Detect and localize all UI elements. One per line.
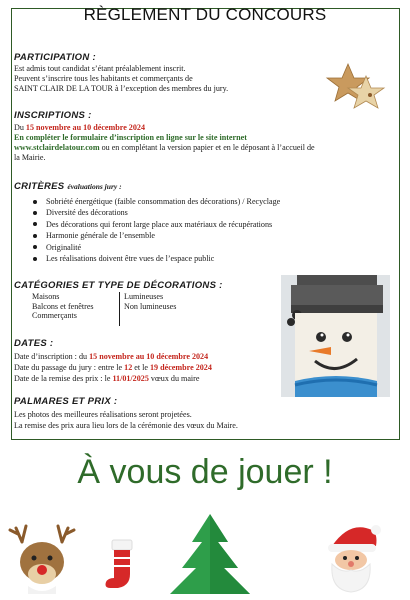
inscriptions-prefix: Du (14, 123, 26, 132)
criteres-subtitle: évaluations jury : (67, 182, 122, 191)
list-item: Sobriété énergétique (faible consommation des décorations) / Recyclage (46, 197, 281, 206)
categories-column-types (32, 292, 94, 321)
list-item: Harmonie générale de l’ensemble (46, 230, 280, 241)
inscriptions-line-3 (14, 143, 315, 153)
category-item: Maisons (32, 292, 60, 301)
santa-icon (320, 520, 382, 594)
inscriptions-line-2: En compléter le formulaire d’inscription en ligne sur le site internet (14, 133, 247, 142)
inscriptions-line-4: la Mairie. (14, 153, 46, 162)
categories-column-lighting (124, 292, 176, 311)
list-item: Originalité (46, 242, 280, 253)
category-item: Commerçants (32, 311, 77, 321)
dates-jury-day-1: 12 (124, 363, 133, 372)
palmares-line-2: La remise des prix aura lieu lors de la cérémonie des vœux du Maire. (14, 421, 238, 430)
participation-line-2: Peuvent s’inscrire tous les habitants et commerçants de (14, 74, 193, 83)
category-item: Non lumineuses (124, 301, 177, 311)
dates-jury-label: Date du passage du jury : entre le (14, 363, 125, 372)
criteres-title: CRITÈRES (14, 181, 65, 192)
dates-inscription (14, 352, 208, 362)
participation-heading: PARTICIPATION : (14, 52, 96, 63)
christmas-stocking-icon (104, 538, 142, 594)
call-to-action: À vous de jouer ! (77, 453, 333, 491)
dates-heading: DATES : (14, 338, 54, 349)
palmares-heading: PALMARES ET PRIX : (14, 396, 118, 407)
participation-line-1: Est admis tout candidat s’étant préalablement inscrit. (14, 64, 186, 73)
dates-prix-value: 11/01/2025 (112, 374, 149, 383)
dates-prix-label: Date de la remise des prix : le (14, 374, 113, 383)
snowman-photo-icon (281, 275, 390, 397)
christmas-tree-icon (160, 512, 260, 596)
list-item: Des décorations qui feront large place aux matériaux de récupérations (46, 219, 280, 230)
dates-inscription-value: 15 novembre au 10 décembre 2024 (89, 352, 209, 361)
criteres-list (46, 196, 280, 264)
list-item: Diversité des décorations (46, 207, 280, 218)
inscriptions-line-3-rest: ou en complétant la version papier et en le déposant à l’accueil de (99, 143, 315, 152)
list-item: Les réalisations doivent être vues de l’espace public (46, 253, 280, 264)
categories-heading: CATÉGORIES ET TYPE DE DÉCORATIONS : (14, 280, 223, 291)
category-item: Balcons et fenêtres (32, 301, 94, 311)
inscriptions-line-1 (14, 123, 145, 133)
categories-divider (119, 292, 120, 326)
dates-prix (14, 374, 199, 384)
dates-jury-day-2: 19 décembre 2024 (150, 363, 212, 372)
page-title: RÈGLEMENT DU CONCOURS (83, 5, 327, 24)
dates-jury-mid: et le (132, 363, 150, 372)
dates-prix-rest: vœux du maire (148, 374, 200, 383)
participation-line-3: SAINT CLAIR DE LA TOUR à l’exception des membres du jury. (14, 84, 229, 93)
website-link[interactable]: www.stclairdelatour.com (14, 143, 100, 152)
palmares-line-1: Les photos des meilleures réalisations seront projetées. (14, 410, 192, 419)
dates-inscription-label: Date d’inscription : du (14, 352, 90, 361)
category-item: Lumineuses (124, 292, 164, 301)
reindeer-icon (8, 522, 76, 594)
inscriptions-dates: 15 novembre au 10 décembre 2024 (25, 123, 145, 132)
inscriptions-heading: INSCRIPTIONS : (14, 110, 92, 121)
dates-jury (14, 363, 212, 373)
star-decoration-icon (318, 62, 390, 118)
criteres-heading (14, 181, 122, 192)
